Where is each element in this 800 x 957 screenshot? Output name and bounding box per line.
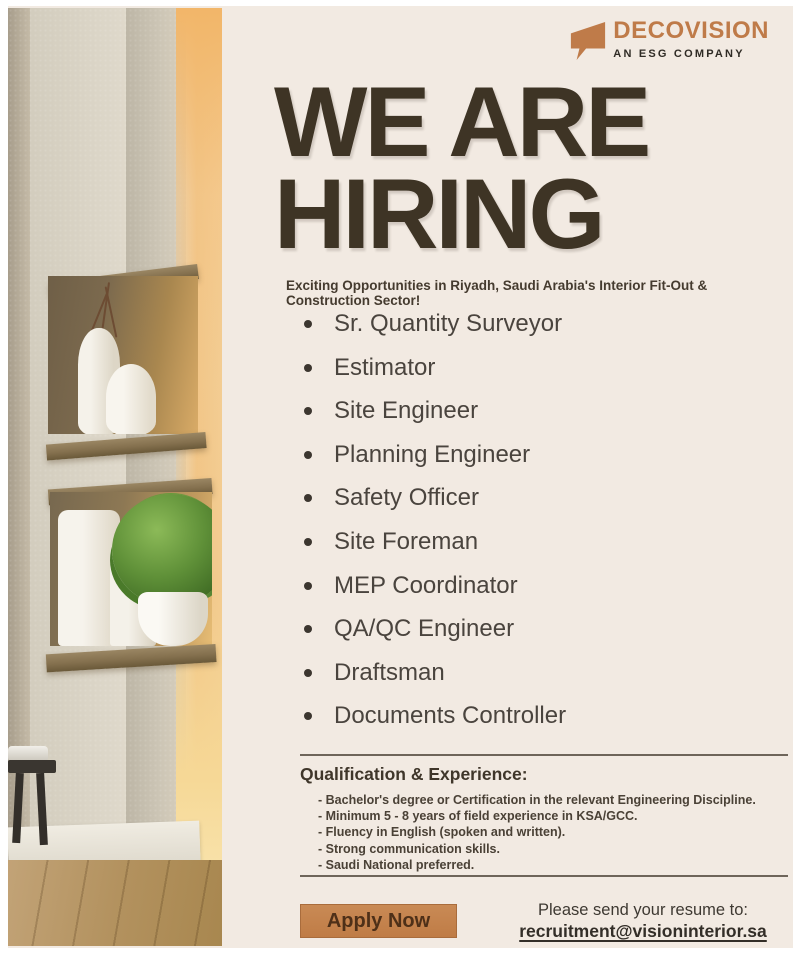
job-item bbox=[304, 704, 566, 728]
shelf-niche-upper bbox=[48, 276, 198, 434]
job-title: Documents Controller bbox=[334, 702, 567, 730]
company-logo bbox=[569, 18, 769, 62]
white-vase bbox=[106, 364, 156, 434]
plant-pot bbox=[138, 592, 208, 646]
resume-block bbox=[510, 899, 776, 942]
resume-email-link[interactable]: recruitment@visioninterior.sa bbox=[519, 921, 767, 941]
bullet-icon bbox=[304, 712, 312, 720]
qualification-item: - Saudi National preferred. bbox=[318, 857, 475, 872]
apply-now-button[interactable]: Apply Now bbox=[300, 904, 457, 938]
job-item bbox=[304, 617, 566, 641]
job-list bbox=[304, 312, 566, 748]
divider-top bbox=[300, 754, 788, 756]
qualification-item: - Minimum 5 - 8 years of field experience in KSA/GCC. bbox=[318, 809, 638, 824]
bullet-icon bbox=[304, 625, 312, 633]
company-tagline: AN ESG COMPANY bbox=[613, 48, 745, 60]
job-title: Safety Officer bbox=[334, 484, 479, 512]
divider-bottom bbox=[300, 875, 788, 877]
company-name: DECOVISION bbox=[613, 17, 769, 44]
job-item bbox=[304, 658, 566, 686]
headline-line2: HIRING bbox=[274, 158, 603, 269]
job-item bbox=[304, 440, 566, 468]
shelf-niche-lower bbox=[50, 492, 212, 646]
job-title: MEP Coordinator bbox=[334, 571, 518, 599]
floor-planks bbox=[8, 860, 222, 946]
bullet-icon bbox=[304, 364, 312, 372]
headline-line1: WE ARE bbox=[274, 66, 649, 177]
qualification-item: - Fluency in English (spoken and written). bbox=[318, 825, 566, 840]
bullet-icon bbox=[304, 582, 312, 590]
job-title: QA/QC Engineer bbox=[334, 615, 515, 643]
bullet-icon bbox=[304, 320, 312, 328]
job-item bbox=[304, 527, 566, 555]
stool bbox=[8, 760, 56, 773]
bullet-icon bbox=[304, 669, 312, 677]
resume-prompt: Please send your resume to: bbox=[537, 901, 749, 919]
bullet-icon bbox=[304, 494, 312, 502]
qualifications-heading: Qualification & Experience: bbox=[300, 764, 528, 784]
job-title: Planning Engineer bbox=[334, 440, 531, 468]
job-title: Site Engineer bbox=[334, 397, 479, 425]
subheadline: Exciting Opportunities in Riyadh, Saudi Arabia's Interior Fit-Out & Construction Sector! bbox=[286, 278, 708, 308]
job-item bbox=[304, 353, 566, 381]
interior-photo bbox=[8, 8, 222, 946]
accent-light-glow-vertical bbox=[176, 8, 222, 946]
bullet-icon bbox=[304, 538, 312, 546]
job-item bbox=[304, 486, 566, 510]
qualification-item: - Bachelor's degree or Certification in the relevant Engineering Discipline. bbox=[318, 793, 756, 807]
bullet-icon bbox=[304, 451, 312, 459]
wood-floor bbox=[8, 860, 222, 946]
job-title: Draftsman bbox=[334, 658, 445, 686]
poster-background bbox=[8, 6, 793, 948]
job-item bbox=[304, 399, 566, 423]
qualifications-list bbox=[318, 792, 756, 873]
quote-flag-icon bbox=[569, 18, 607, 62]
job-title: Estimator bbox=[334, 353, 436, 381]
headline bbox=[274, 66, 649, 269]
job-title: Site Foreman bbox=[334, 527, 479, 555]
bullet-icon bbox=[304, 407, 312, 415]
qualification-item: - Strong communication skills. bbox=[318, 841, 500, 856]
job-item bbox=[304, 571, 566, 599]
job-title: Sr. Quantity Surveyor bbox=[334, 310, 563, 337]
job-item bbox=[304, 312, 566, 336]
